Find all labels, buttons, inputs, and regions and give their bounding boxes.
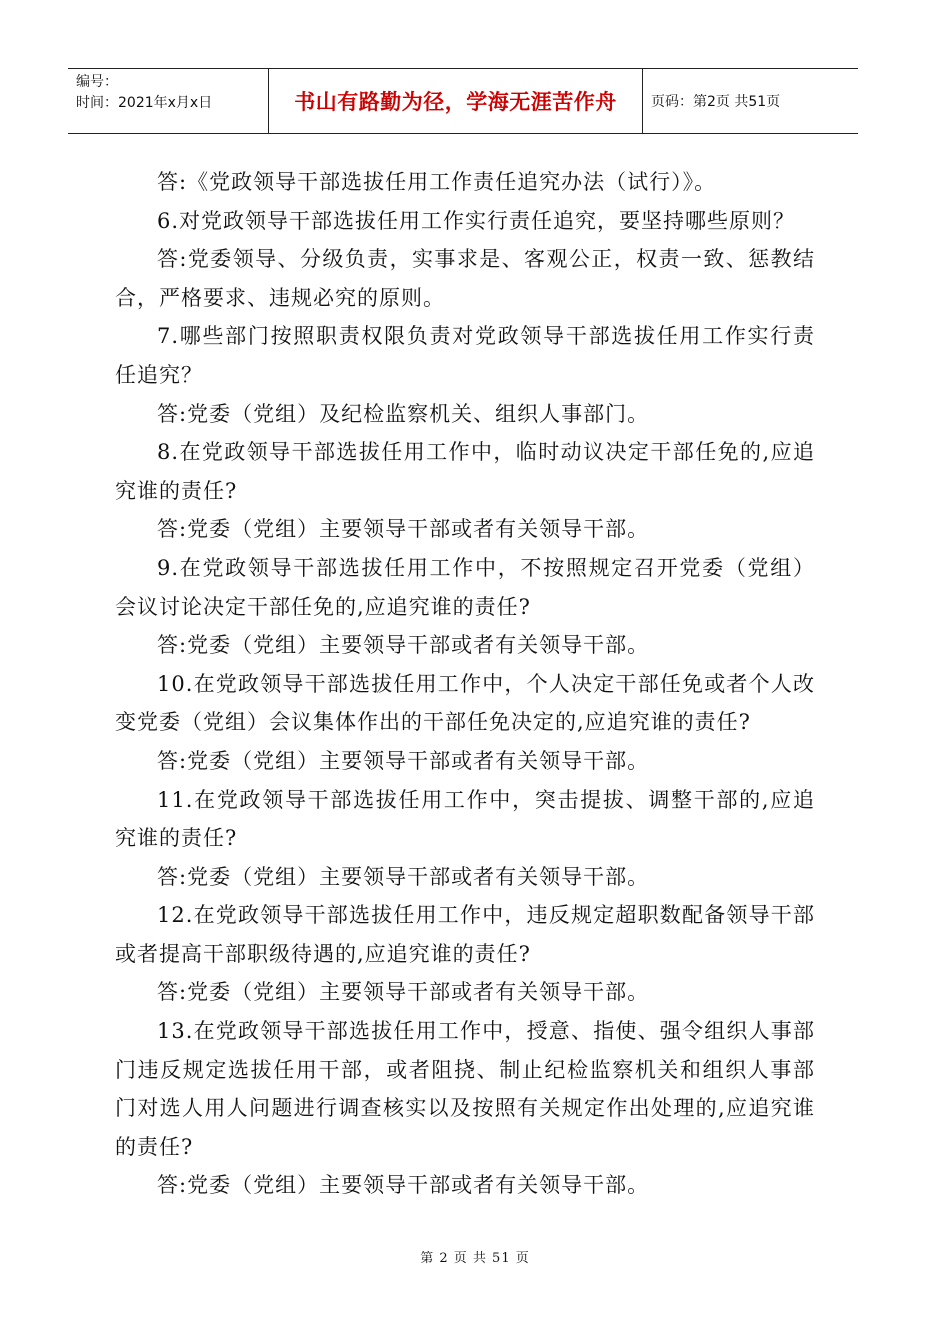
question-paragraph: 6.对党政领导干部选拔任用工作实行责任追究，要坚持哪些原则？ — [157, 208, 796, 233]
answer-paragraph: 答:党委（党组）及纪检监察机关、组织人事部门。 — [157, 401, 650, 426]
answer-paragraph: 答:《党政领导干部选拔任用工作责任追究办法（试行）》。 — [157, 170, 717, 194]
question-paragraph: 7.哪些部门按照职责权限负责对党政领导干部选拔任用工作实行责任追究？ — [115, 324, 815, 387]
question-paragraph: 13.在党政领导干部选拔任用工作中，授意、指使、强令组织人事部门违反规定选拔任用干部，或者阻挠、制止纪检监察机关和组织人事部门对选人用人问题进行调查核实以及按照有关规定作出处理的,应追究谁的责任? — [115, 1019, 815, 1159]
answer-paragraph: 答:党委（党组）主要领导干部或者有关领导干部。 — [157, 980, 650, 1005]
answer-paragraph: 答:党委（党组）主要领导干部或者有关领导干部。 — [157, 517, 650, 542]
question-paragraph: 9.在党政领导干部选拔任用工作中，不按照规定召开党委（党组）会议讨论决定干部任免的,应追究谁的责任? — [115, 555, 815, 619]
document-body — [115, 163, 815, 1205]
page-footer: 第 2 页 共 51 页 — [420, 1251, 530, 1266]
question-paragraph: 11.在党政领导干部选拔任用工作中，突击提拔、调整干部的,应追究谁的责任? — [115, 787, 815, 851]
header-motto: 书山有路勤为径，学海无涯苦作舟 — [269, 69, 643, 133]
page-header — [68, 68, 858, 134]
answer-paragraph: 答:党委（党组）主要领导干部或者有关领导干部。 — [157, 748, 650, 773]
question-paragraph: 10.在党政领导干部选拔任用工作中，个人决定干部任免或者个人改变党委（党组）会议集体作出的干部任免决定的,应追究谁的责任? — [115, 671, 815, 735]
answer-paragraph: 答:党委（党组）主要领导干部或者有关领导干部。 — [157, 1173, 650, 1198]
header-page-info: 页码：第2页 共51页 — [651, 94, 781, 110]
answer-paragraph: 答:党委（党组）主要领导干部或者有关领导干部。 — [157, 633, 650, 658]
time-label: 时间：2021年x月x日 — [76, 95, 213, 111]
question-paragraph: 8.在党政领导干部选拔任用工作中，临时动议决定干部任免的,应追究谁的责任? — [115, 440, 815, 503]
header-meta — [68, 69, 269, 133]
answer-paragraph: 答:党委（党组）主要领导干部或者有关领导干部。 — [157, 864, 650, 889]
number-label: 编号： — [76, 74, 118, 90]
answer-paragraph: 答:党委领导、分级负责，实事求是、客观公正，权责一致、惩教结合，严格要求、违规必究的原则。 — [115, 247, 815, 310]
question-paragraph: 12.在党政领导干部选拔任用工作中，违反规定超职数配备领导干部或者提高干部职级待遇的,应追究谁的责任? — [115, 903, 815, 966]
